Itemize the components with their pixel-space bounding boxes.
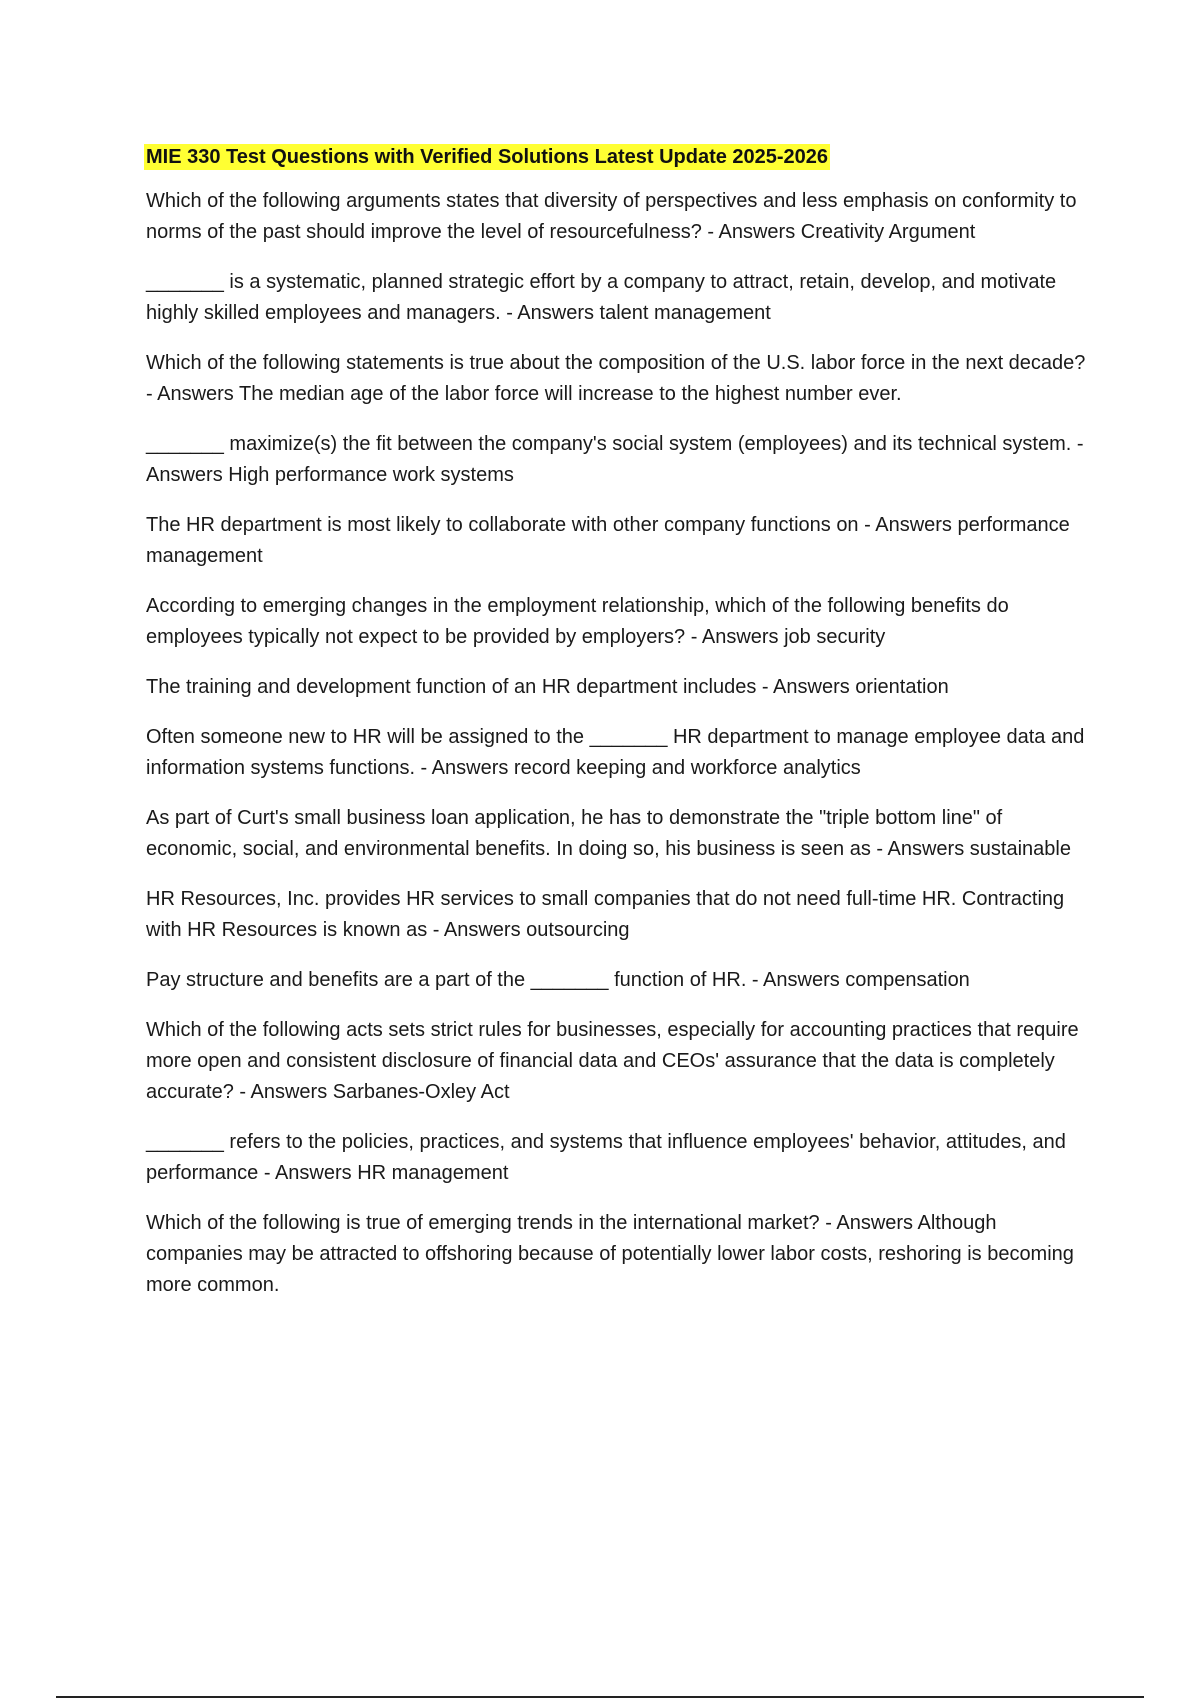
qa-entry: The training and development function of an HR department includes - Answers orientation xyxy=(146,676,949,698)
qa-entry: Which of the following arguments states that diversity of perspectives and less emphasis on conformity to norms of the past should improve the level of resourcefulness? - Answers Creativity Argument xyxy=(146,190,1083,243)
qa-entry: Which of the following acts sets strict rules for businesses, especially for accounting practices that require more open and consistent disclosure of financial data and CEOs' assurance that the data is completely accurate? - Answers Sarbanes-Oxley Act xyxy=(146,1019,1085,1103)
document-page xyxy=(146,144,1096,1320)
qa-entry: _______ refers to the policies, practices, and systems that influence employees' behavior, attitudes, and performance - Answers HR management xyxy=(146,1131,1072,1184)
qa-entry: Which of the following statements is true about the composition of the U.S. labor force in the next decade? - Answers The median age of the labor force will increase to the highest number ever. xyxy=(146,352,1091,405)
qa-entry: As part of Curt's small business loan application, he has to demonstrate the "triple bottom line" of economic, social, and environmental benefits. In doing so, his business is seen as - Answers sustainable xyxy=(146,807,1071,860)
document-title: MIE 330 Test Questions with Verified Solutions Latest Update 2025-2026 xyxy=(146,146,829,168)
qa-entry: _______ is a systematic, planned strategic effort by a company to attract, retain, develop, and motivate highly skilled employees and managers. - Answers talent management xyxy=(146,271,1062,324)
qa-entry: HR Resources, Inc. provides HR services to small companies that do not need full-time HR. Contracting with HR Resources is known as - Answers outsourcing xyxy=(146,888,1070,941)
qa-entry: _______ maximize(s) the fit between the company's social system (employees) and its technical system. - Answers High performance work systems xyxy=(146,433,1089,486)
footer-divider xyxy=(56,1696,1144,1698)
qa-entry: Often someone new to HR will be assigned to the _______ HR department to manage employee data and information systems functions. - Answers record keeping and workforce analytics xyxy=(146,726,1090,779)
qa-entry: The HR department is most likely to collaborate with other company functions on - Answers performance management xyxy=(146,514,1076,567)
qa-entry: Which of the following is true of emerging trends in the international market? - Answers Although companies may be attracted to offshoring because of potentially lower labor costs, reshoring is becoming more common. xyxy=(146,1212,1080,1296)
qa-entry: Pay structure and benefits are a part of the _______ function of HR. - Answers compensation xyxy=(146,969,970,991)
qa-entry: According to emerging changes in the employment relationship, which of the following benefits do employees typically not expect to be provided by employers? - Answers job security xyxy=(146,595,1015,648)
